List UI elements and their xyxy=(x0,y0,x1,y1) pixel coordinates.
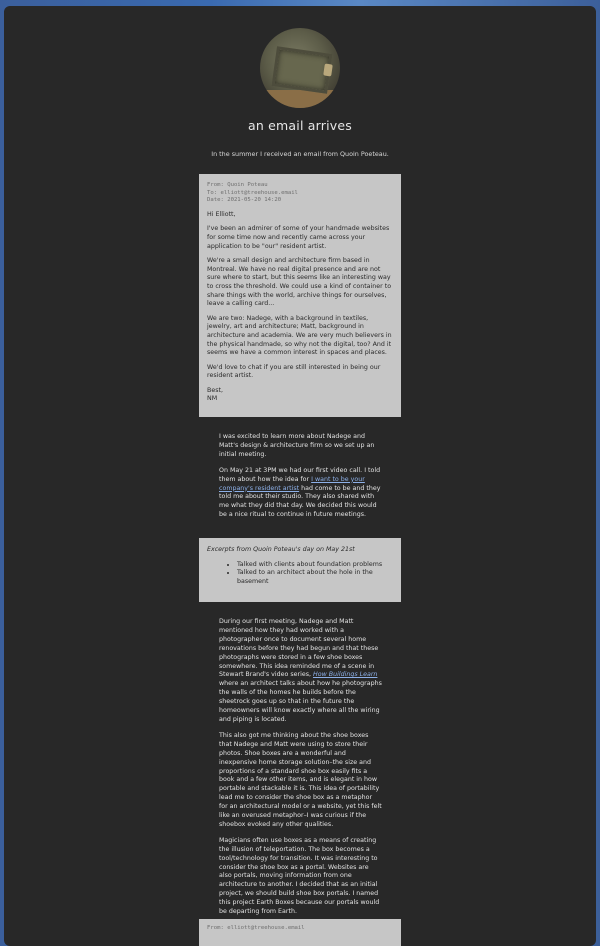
excerpt-card xyxy=(199,538,401,602)
excerpt-list xyxy=(207,561,393,587)
narrative-text: On May 21 at 3PM we had our first video call. I told them about how the idea for xyxy=(219,466,381,483)
email-date: Date: 2021-05-20 14:20 xyxy=(207,197,282,204)
email-greeting: Hi Elliott, xyxy=(207,210,236,218)
narrative-paragraph: I was excited to learn more about Nadege and Matt's design & architecture firm so we set up an initial meeting. xyxy=(219,433,375,458)
email-from: From: Quoin Poteau xyxy=(207,182,268,188)
narrative-section xyxy=(219,618,382,924)
email-from: From: elliott@treehouse.email xyxy=(207,925,305,931)
narrative-paragraph: Magicians often use boxes as a means of creating the illusion of teleportation. The box becomes a tool/technology for transition. It was interesting to consider the shoe box as a portal. Websites are also portals, moving information from one architecture to another. I decided that as an initial project, we should build shoe box portals. I named this project Earth Boxes because our portals would be departing from Earth. xyxy=(219,836,380,916)
intro-text: In the summer I received an email from Quoin Poeteau. xyxy=(211,150,389,158)
page-title: an email arrives xyxy=(248,118,352,133)
header-image xyxy=(260,28,340,108)
email-to: To: elliott@treehouse.email xyxy=(207,189,298,196)
email-paragraph: We'd love to chat if you are still interested in being our resident artist. xyxy=(207,363,381,380)
image-box-handle xyxy=(323,64,333,77)
narrative-text: had come to be and they told me about their studio. They also shared with me what they did that day. We decided this would be a nice ritual to continue in future meetings. xyxy=(219,484,381,519)
narrative-paragraph xyxy=(219,467,382,520)
narrative-text: where an architect talks about how he photographs the walls of the homes he builds before the sheetrock goes up so that in the future the homeowners will know exactly where all the wiring and piping is located. xyxy=(219,680,382,723)
email-header xyxy=(207,182,393,205)
email-card xyxy=(199,174,401,417)
email-signature: NM xyxy=(207,395,218,403)
email-paragraph: We are two: Nadege, with a background in textiles, jewelry, art and architecture; Matt, background in architecture and academia. We are very much believers in the physical handmade, so why not the digital, too? And it seems we have a common interest in spaces and places. xyxy=(207,314,392,357)
page-container xyxy=(4,6,596,946)
resident-artist-link[interactable]: I want to be your company's resident artist xyxy=(219,475,365,492)
narrative-paragraph: This also got me thinking about the shoe boxes that Nadege and Matt were using to store their photos. Shoe boxes are a wonderful and inexpensive home storage solution–the size and proportions of a standard shoe box easily fits a book and a few other items, and is elegant in how portable and stackable it is. This idea of portability lead me to consider the shoe box as a metaphor for an architectural model or a website, yet this felt like an overused metaphor–I was curious if the shoebox evoked any other qualities. xyxy=(219,731,382,828)
list-item: • Talked to an architect about the hole in the basement xyxy=(237,569,393,586)
list-item: • Talked with clients about foundation problems xyxy=(237,561,393,570)
email-card xyxy=(199,919,401,946)
email-signoff xyxy=(207,387,393,404)
narrative-section xyxy=(219,433,382,527)
narrative-text: During our first meeting, Nadege and Matt mentioned how they had worked with a photographer once to document several home renovations before they had begun and that these photographs were stored in a few shoe boxes somewhere. This idea reminded me of a scene in Stewart Brand's video series, xyxy=(219,618,379,679)
email-paragraph: We're a small design and architecture firm based in Montreal. We have no real digital presence and are not sure where to start, but this seems like an interesting way to cross the threshold. We could use a kind of container to share things with the world, archive things for ourselves, leave a calling card... xyxy=(207,257,392,308)
image-wood-surface xyxy=(260,90,340,108)
excerpt-title: Excerpts from Quoin Poteau's day on May 21st xyxy=(207,546,355,553)
email-paragraph: I've been an admirer of some of your handmade websites for some time now and recently came across your application to be "our" resident artist. xyxy=(207,225,390,250)
how-buildings-learn-link[interactable]: How Buildings Learn xyxy=(313,671,378,679)
narrative-paragraph xyxy=(219,618,382,725)
email-signoff-text: Best, xyxy=(207,386,223,394)
email-header xyxy=(207,925,393,933)
